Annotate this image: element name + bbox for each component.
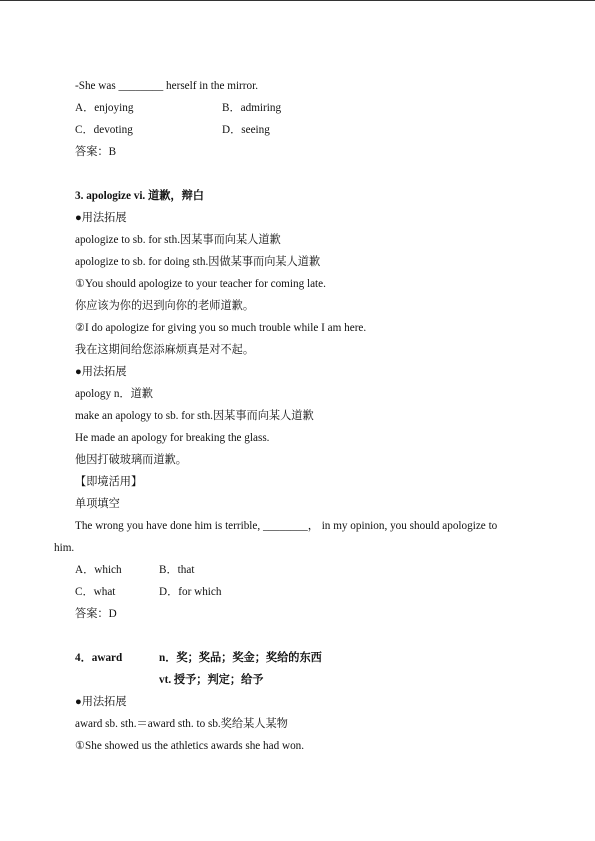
question-stem: -She was ________ herself in the mirror.	[75, 80, 259, 92]
example-english: ②I do apologize for giving you so much trouble while I am here.	[75, 322, 367, 334]
verb-definition: vt. 授予；判定；给予	[159, 674, 264, 686]
usage-pattern: make an apology to sb. for sth.因某事而向某人道歉	[75, 410, 314, 422]
option-c: C．what	[75, 586, 116, 598]
usage-pattern: apologize to sb. for sth.因某事而向某人道歉	[75, 234, 281, 246]
usage-extension-label: ●用法拓展	[75, 696, 127, 708]
option-b: B．that	[159, 564, 195, 576]
usage-extension-label: ●用法拓展	[75, 212, 127, 224]
option-d: D．for which	[159, 586, 222, 598]
section-heading: 3. apologize vi. 道歉，辩白	[75, 190, 204, 202]
option-b: B．admiring	[222, 102, 282, 114]
usage-pattern: apologize to sb. for doing sth.因做某事而向某人道歉	[75, 256, 321, 268]
option-a: A．enjoying	[75, 102, 134, 114]
option-d: D．seeing	[222, 124, 270, 136]
question-stem-continued: him.	[54, 542, 75, 554]
usage-extension-label: ●用法拓展	[75, 366, 127, 378]
option-a: A．which	[75, 564, 122, 576]
noun-definition: n．奖；奖品；奖金；奖给的东西	[159, 652, 322, 664]
exercise-type: 单项填空	[75, 498, 120, 510]
practice-label: 【即境活用】	[75, 476, 143, 488]
example-english: ①You should apologize to your teacher for coming late.	[75, 278, 326, 290]
example-chinese: 他因打破玻璃而道歉。	[75, 454, 187, 466]
page-top-rule	[0, 0, 595, 1]
example-english: ①She showed us the athletics awards she had won.	[75, 740, 305, 752]
section-heading: 4．award	[75, 652, 123, 664]
example-chinese: 我在这期间给您添麻烦真是对不起。	[75, 344, 255, 356]
example-english: He made an apology for breaking the glass.	[75, 432, 270, 444]
usage-pattern: award sb. sth.＝award sth. to sb.奖给某人某物	[75, 718, 288, 730]
answer: 答案：D	[75, 608, 117, 620]
option-c: C．devoting	[75, 124, 133, 136]
answer: 答案：B	[75, 146, 117, 158]
example-chinese: 你应该为你的迟到向你的老师道歉。	[75, 300, 255, 312]
question-stem: The wrong you have done him is terrible, ________， in my opinion, you should apologize to	[75, 520, 498, 532]
noun-form: apology n．道歉	[75, 388, 153, 400]
